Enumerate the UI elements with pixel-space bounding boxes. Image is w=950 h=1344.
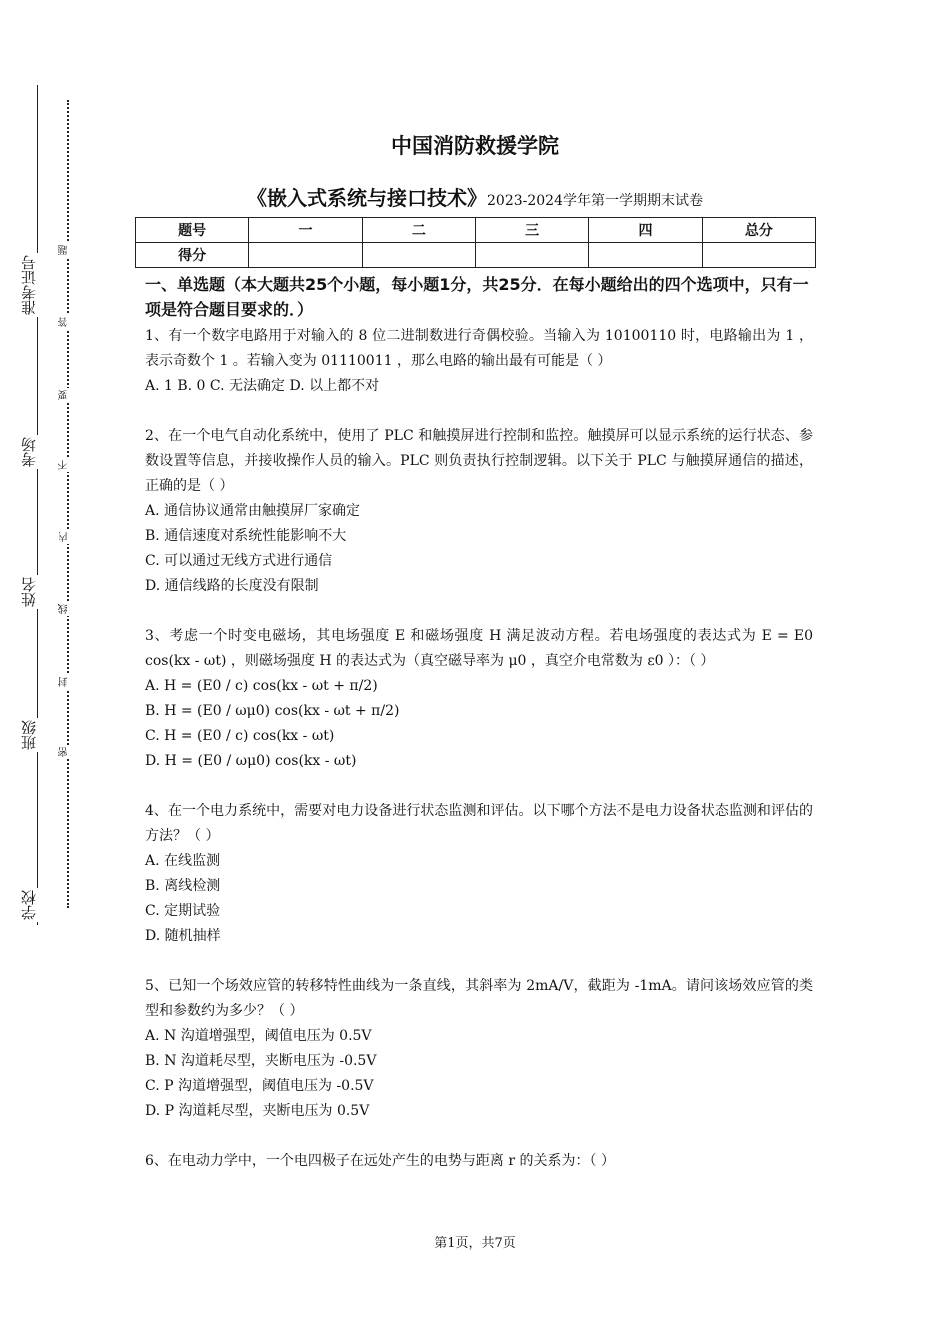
score-header-cell: 一 — [249, 218, 362, 243]
question-option: D. 通信线路的长度没有限制 — [145, 578, 319, 594]
seal-char: 不 — [60, 458, 74, 472]
score-cell — [249, 243, 362, 268]
question-option: C. 可以通过无线方式进行通信 — [145, 553, 333, 569]
question-option: A. 在线监测 — [145, 853, 221, 869]
question-option: D. 随机抽样 — [145, 928, 221, 944]
field-exam-number: 准考证号 — [22, 253, 52, 317]
course-name: 《嵌入式系统与接口技术》 — [247, 186, 487, 210]
seal-char: 密 — [60, 745, 74, 759]
score-cell — [475, 243, 588, 268]
field-exam-room: 考场 — [22, 435, 52, 469]
question-option: D. H = (E0 / ωμ0) cos(kx - ωt) — [145, 753, 357, 769]
exam-content — [145, 272, 813, 1199]
seal-char: 封 — [60, 675, 74, 689]
exam-term: 2023-2024学年第一学期期末试卷 — [487, 193, 703, 209]
binding-solid-line — [37, 85, 38, 925]
question-option: A. 1 B. 0 C. 无法确定 D. 以上都不对 — [145, 378, 380, 394]
question-5 — [145, 974, 813, 1124]
question-3 — [145, 624, 813, 774]
score-header-cell: 二 — [362, 218, 475, 243]
field-name: 姓名 — [22, 575, 52, 609]
question-option: A. H = (E0 / c) cos(kx - ωt + π/2) — [145, 678, 378, 694]
score-table-header-row — [136, 218, 816, 243]
question-stem: 6、在电动力学中，一个电四极子在远处产生的电势与距离 r 的关系为：（ ） — [145, 1153, 615, 1169]
score-table-score-row — [136, 243, 816, 268]
exam-title — [0, 182, 950, 211]
question-2 — [145, 424, 813, 599]
question-stem: 1、有一个数字电路用于对输入的 8 位二进制数进行奇偶校验。当输入为 10100110 时，电路输出为 1 ，表示奇数个 1 。若输入变为 01110011 ，那么电路的输出最有可能是（ ） — [145, 328, 813, 369]
score-header-cell: 总分 — [702, 218, 815, 243]
page-footer: 第1页，共7页 — [434, 1236, 516, 1251]
score-header-cell: 三 — [475, 218, 588, 243]
seal-char: 答 — [60, 315, 74, 329]
score-header-cell: 题号 — [136, 218, 249, 243]
seal-char: 要 — [60, 388, 74, 402]
seal-char: 线 — [60, 602, 74, 616]
score-cell — [702, 243, 815, 268]
school-name: 中国消防救援学院 — [391, 134, 559, 158]
question-stem: 2、在一个电气自动化系统中，使用了 PLC 和触摸屏进行控制和监控。触摸屏可以显示系统的运行状态、参数设置等信息，并接收操作人员的输入。PLC 则负责执行控制逻辑。以下关于 PLC 与触摸屏通信的描述，正确的是（ ） — [145, 428, 813, 494]
field-school: 学校 — [22, 888, 52, 922]
question-4 — [145, 799, 813, 949]
question-stem: 3、考虑一个时变电磁场，其电场强度 E 和磁场强度 H 满足波动方程。若电场强度的表达式为 E = E0 cos(kx - ωt) ，则磁场强度 H 的表达式为（真空磁导率为 μ0 ，真空介电常数为 ε0 ）：（ ） — [145, 628, 813, 669]
question-stem: 5、已知一个场效应管的转移特性曲线为一条直线，其斜率为 2mA/V，截距为 -1mA。请问该场效应管的类型和参数约为多少？（ ） — [145, 978, 813, 1019]
question-1 — [145, 324, 813, 399]
seal-char: 内 — [60, 530, 74, 544]
question-option: B. N 沟道耗尽型，夹断电压为 -0.5V — [145, 1053, 377, 1069]
score-header-cell: 四 — [589, 218, 702, 243]
score-cell — [362, 243, 475, 268]
score-row-label: 得分 — [136, 243, 249, 268]
binding-dotted-line — [67, 100, 69, 908]
field-class: 班级 — [22, 718, 52, 752]
question-option: A. N 沟道增强型，阈值电压为 0.5V — [145, 1028, 372, 1044]
question-option: B. H = (E0 / ωμ0) cos(kx - ωt + π/2) — [145, 703, 400, 719]
score-cell — [589, 243, 702, 268]
question-6 — [145, 1149, 813, 1174]
question-option: D. P 沟道耗尽型，夹断电压为 0.5V — [145, 1103, 370, 1119]
question-option: B. 离线检测 — [145, 878, 221, 894]
score-table — [135, 217, 816, 268]
question-option: C. H = (E0 / c) cos(kx - ωt) — [145, 728, 335, 744]
question-option: B. 通信速度对系统性能影响不大 — [145, 528, 347, 544]
section-title: 一、单选题（本大题共25个小题，每小题1分，共25分．在每小题给出的四个选项中，只有一项是符合题目要求的．） — [145, 275, 809, 319]
question-stem: 4、在一个电力系统中，需要对电力设备进行状态监测和评估。以下哪个方法不是电力设备状态监测和评估的方法？（ ） — [145, 803, 813, 844]
seal-char: 题 — [60, 243, 74, 257]
question-option: C. P 沟道增强型，阈值电压为 -0.5V — [145, 1078, 374, 1094]
question-option: A. 通信协议通常由触摸屏厂家确定 — [145, 503, 361, 519]
question-option: C. 定期试验 — [145, 903, 221, 919]
